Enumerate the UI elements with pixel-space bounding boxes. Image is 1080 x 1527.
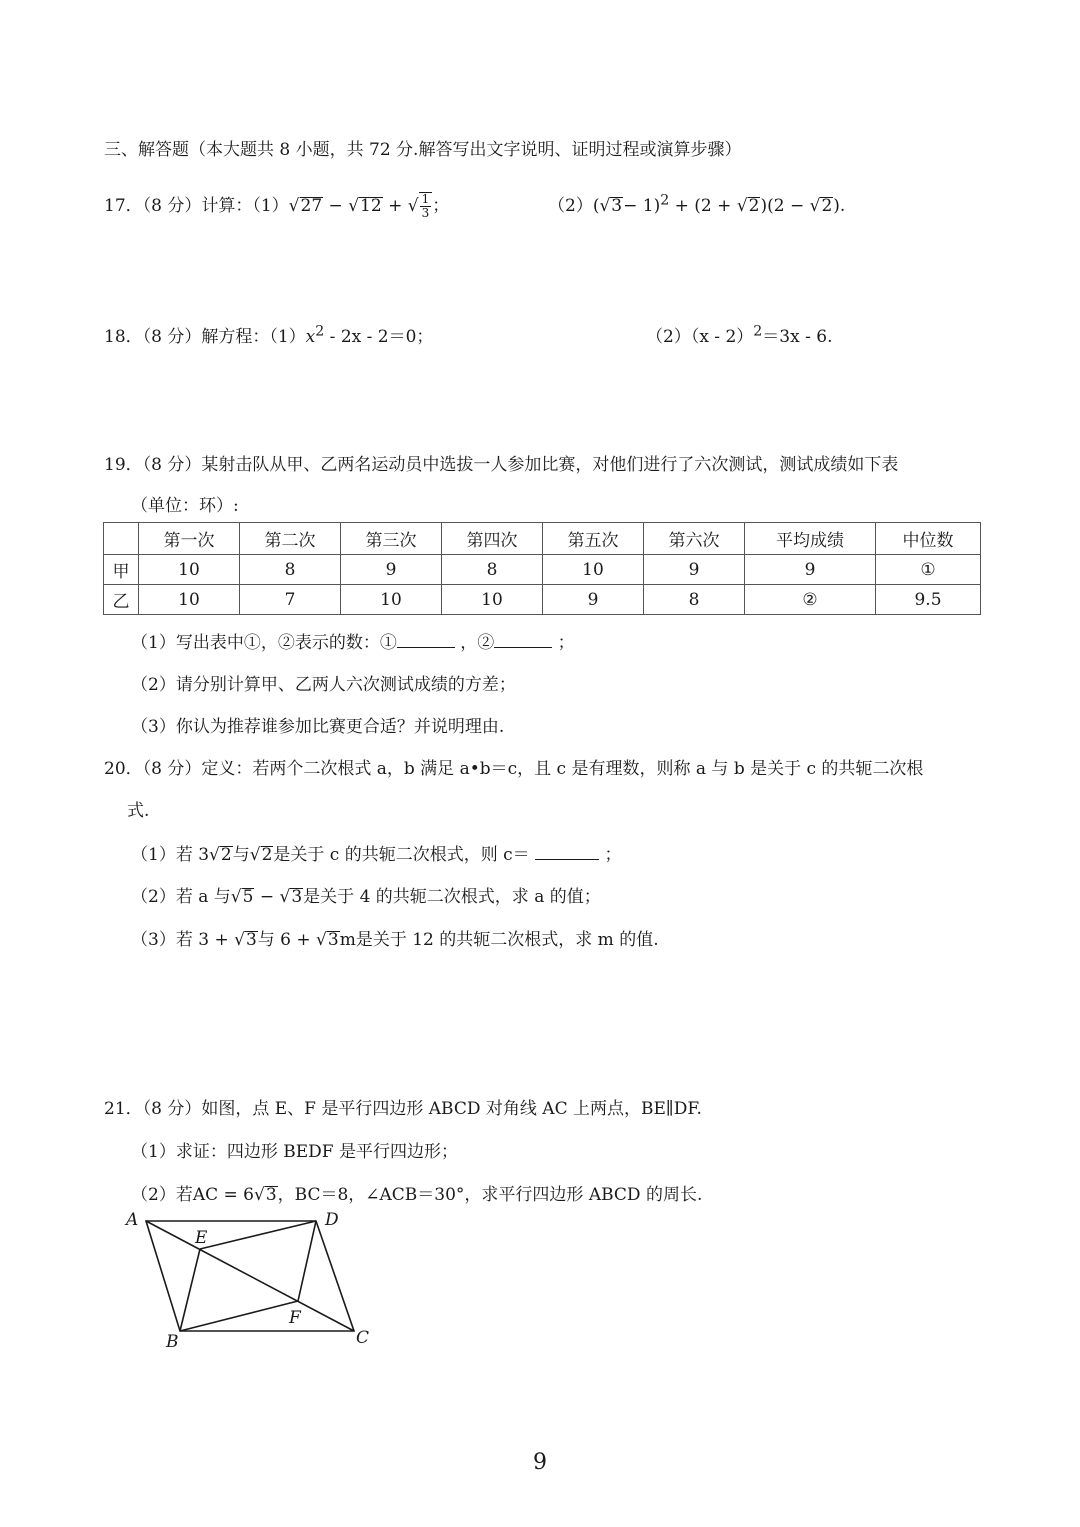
table-cell: 10: [442, 585, 543, 615]
segment-DF: [298, 1221, 316, 1301]
q17-part2-plus: + (2 +: [669, 196, 737, 216]
scores-table: [103, 522, 981, 615]
table-row: [104, 555, 981, 585]
segment-BE: [180, 1249, 200, 1331]
table-cell: 9: [745, 555, 876, 585]
table-cell: 甲: [104, 555, 139, 585]
q17-part2-mid: − 1): [623, 196, 661, 216]
answer-blank-2: [494, 633, 552, 648]
q20-line2: 式.: [127, 801, 150, 821]
table-header-cell: 第四次: [442, 523, 543, 555]
q19-sub2: （2）请分别计算甲、乙两人六次测试成绩的方差；: [131, 675, 516, 695]
table-cell: 8: [240, 555, 341, 585]
table-cell: 9.5: [876, 585, 981, 615]
table-cell: 10: [139, 585, 240, 615]
q20-sub3: （3）若 3 + √3与 6 + √3m是关于 12 的共轭二次根式，求 m 的值.: [131, 930, 659, 950]
table-header-cell: 第一次: [139, 523, 240, 555]
q17-part2-radicand-d: 2: [821, 196, 833, 216]
table-cell: 乙: [104, 585, 139, 615]
q19-line1: 19．（8 分）某射击队从甲、乙两名运动员中选拔一人参加比赛，对他们进行了六次测试，测试成绩如下表: [104, 455, 899, 475]
q21-line1: 21．（8 分）如图，点 E、F 是平行四边形 ABCD 对角线 AC 上两点，BE∥DF.: [104, 1099, 702, 1119]
label-B: B: [166, 1332, 179, 1352]
question-17-part2: $(2)(√3- 1)^2 + (2 + √2)(2 - √2)$.: [548, 192, 846, 216]
q20-sub3-radicand-1: 3: [245, 930, 257, 950]
q17-part2-label: （2）(: [548, 196, 600, 216]
q17-stem: 17．（8 分）计算：（1）: [104, 196, 289, 216]
q20-sub1-b: 与: [232, 845, 250, 865]
q17-part2-end: ).: [833, 196, 846, 216]
q18-eq1-rest: - 2x - 2＝0；: [324, 327, 434, 347]
q19-line2: （单位：环）:: [131, 496, 239, 516]
q21-sub2-a: （2）若AC = 6: [131, 1185, 254, 1205]
q20-sub2-radicand-2: 3: [291, 887, 303, 907]
q20-sub1-c: 是关于 c 的共轭二次根式，则 c＝: [273, 845, 530, 865]
question-18-part2: [646, 322, 832, 347]
q18-eq2-rest: ＝3x - 6.: [762, 327, 833, 347]
q21-sub1: （1）求证：四边形 BEDF 是平行四边形；: [131, 1142, 458, 1162]
table-cell: 9: [341, 555, 442, 585]
table-cell: 10: [543, 555, 644, 585]
q20-sub2-minus: −: [254, 887, 280, 907]
table-cell: 8: [644, 585, 745, 615]
q17-part2-radicand-b: 2: [748, 196, 760, 216]
q17-part2-c: )(2 −: [760, 196, 810, 216]
table-cell: 9: [644, 555, 745, 585]
q20-line1: 20．（8 分）定义：若两个二次根式 a，b 满足 a•b＝c，且 c 是有理数，则称 a 与 b 是关于 c 的共轭二次根: [104, 759, 924, 779]
table-row: [104, 585, 981, 615]
question-17: 17．（8 分）计算：（1）√27 − √12 + √ $\frac{1}{3}$ ；: [104, 192, 450, 220]
table-header-cell: 中位数: [876, 523, 981, 555]
q20-sub3-b: 与 6 +: [257, 930, 317, 950]
table-header-cell: 第二次: [240, 523, 341, 555]
q20-sub3-radicand-2: 3: [327, 930, 339, 950]
table-cell: 7: [240, 585, 341, 615]
segment-ED: [200, 1221, 316, 1249]
label-F: F: [289, 1308, 301, 1328]
table-header-cell: [104, 523, 139, 555]
label-D: D: [325, 1210, 339, 1230]
q20-sub1-d: ；: [604, 845, 622, 865]
table-cell: 8: [442, 555, 543, 585]
table-cell: ②: [745, 585, 876, 615]
q17-frac-num: 1: [421, 192, 430, 206]
table-cell: 9: [543, 585, 644, 615]
q18-eq1-exponent: 2: [315, 323, 325, 340]
table-cell: 10: [341, 585, 442, 615]
parallelogram-figure: [122, 1205, 382, 1355]
q18-stem: 18．（8 分）解方程：（1）: [104, 327, 306, 347]
answer-blank-3: [535, 845, 599, 860]
q17-radicand-27: 27: [300, 196, 323, 216]
q19-sub3: （3）你认为推荐谁参加比赛更合适？并说明理由.: [131, 717, 505, 737]
q20-sub1-a: （1）若 3: [131, 845, 210, 865]
table-header-cell: 第五次: [543, 523, 644, 555]
question-18: [104, 322, 433, 347]
answer-blank-1: [397, 633, 455, 648]
q20-sub1-radicand-2: 2: [261, 845, 273, 865]
q20-sub1: （1）若 3√2与√2是关于 c 的共轭二次根式，则 c＝ ；: [131, 845, 622, 865]
table-cell: ①: [876, 555, 981, 585]
table-header-cell: 第六次: [644, 523, 745, 555]
q20-sub2-radicand-1: 5: [242, 887, 254, 907]
segment-FB: [180, 1301, 298, 1331]
q17-frac-den: 3: [421, 206, 430, 220]
table-cell: 10: [139, 555, 240, 585]
q17-part2-exponent: 2: [660, 192, 670, 209]
label-C: C: [356, 1328, 370, 1348]
q19-sub1-text: （1）写出表中①，②表示的数：①: [131, 633, 397, 653]
q19-sub1: [131, 628, 575, 653]
q18-part2-label: （2）（x - 2）: [646, 327, 754, 347]
q20-sub3-a: （3）若 3 +: [131, 930, 235, 950]
q17-part1-end: ；: [432, 196, 450, 216]
q18-eq2-exponent: 2: [753, 323, 763, 340]
table-header-row: [104, 523, 981, 555]
q21-sub2: （2）若AC = 6√3，BC＝8，∠ACB＝30°，求平行四边形 ABCD 的周长.: [131, 1185, 703, 1205]
section-header: 三、解答题（本大题共 8 小题，共 72 分.解答写出文字说明、证明过程或演算步骤）: [104, 140, 742, 160]
q21-sub2-radicand: 3: [265, 1185, 277, 1205]
table-header-cell: 第三次: [341, 523, 442, 555]
page-number: 9: [533, 1450, 547, 1475]
q20-sub1-radicand-1: 2: [220, 845, 232, 865]
q20-sub2-c: 是关于 4 的共轭二次根式，求 a 的值；: [303, 887, 601, 907]
q17-radicand-12: 12: [360, 196, 382, 216]
q17-part2-radicand-a: 3: [611, 196, 623, 216]
q19-sub1-text-c: ；: [557, 633, 575, 653]
label-E: E: [195, 1228, 208, 1248]
label-A: A: [126, 1210, 139, 1230]
q19-sub1-text-b: ，②: [460, 633, 495, 653]
q20-sub3-c: m是关于 12 的共轭二次根式，求 m 的值.: [339, 930, 659, 950]
q20-sub2: （2）若 a 与√5 − √3是关于 4 的共轭二次根式，求 a 的值；: [131, 887, 601, 907]
q20-sub2-a: （2）若 a 与: [131, 887, 231, 907]
table-header-cell: 平均成绩: [745, 523, 876, 555]
q18-eq1-x: x: [305, 327, 316, 347]
q21-sub2-b: ，BC＝8，∠ACB＝30°，求平行四边形 ABCD 的周长.: [277, 1185, 703, 1205]
